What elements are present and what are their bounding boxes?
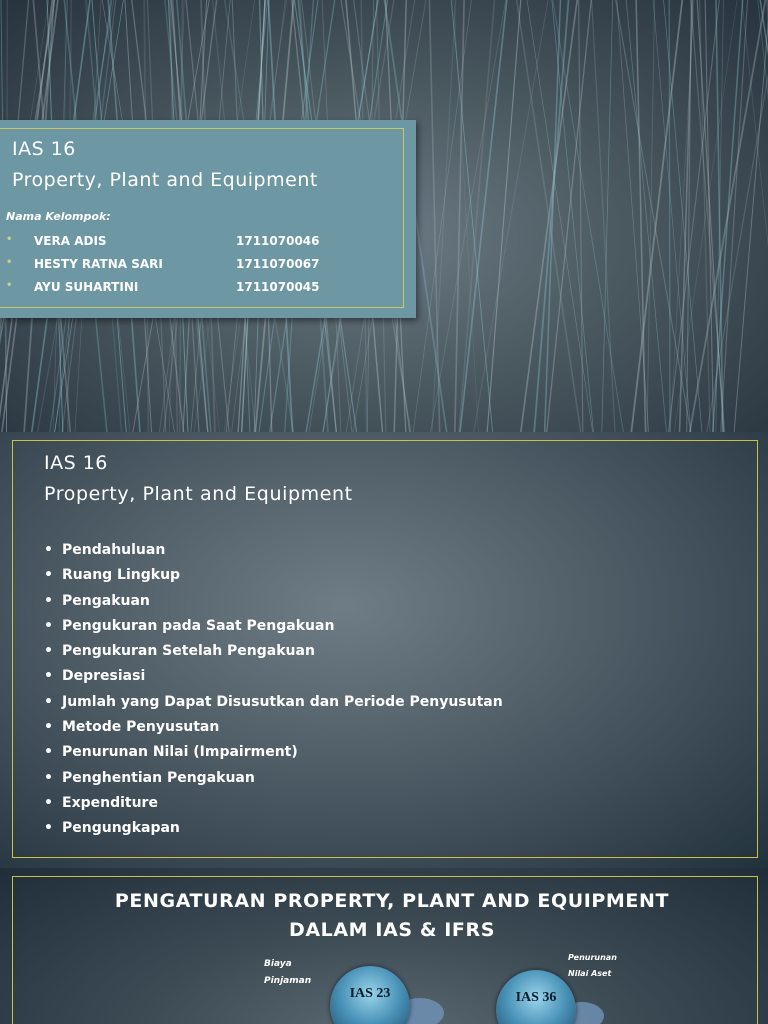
background-line [579, 0, 583, 432]
list-item: • Pendahuluan [44, 539, 503, 564]
list-item: • Pengukuran pada Saat Pengakuan [44, 615, 503, 640]
slide-regulation [0, 868, 768, 1024]
note-line: Penurunan [568, 953, 617, 962]
list-item: • Pengakuan [44, 590, 503, 615]
background-line [636, 0, 646, 432]
member-row [0, 234, 400, 254]
list-item: • Penurunan Nilai (Impairment) [44, 741, 503, 766]
background-line [669, 0, 670, 432]
slide-outline [0, 432, 768, 868]
background-line [526, 0, 595, 432]
list-item: • Depresiasi [44, 665, 503, 690]
member-id: 1711070067 [236, 257, 320, 271]
slide1-title-line1: IAS 16 [12, 138, 76, 160]
bullet-icon: • [6, 234, 13, 245]
note-line: Pinjaman [264, 976, 312, 986]
slide2-title-line1: IAS 16 [44, 452, 108, 474]
background-line [705, 0, 714, 432]
member-row [0, 280, 400, 300]
ias36-label: IAS 36 [515, 990, 557, 1005]
member-id: 1711070046 [236, 234, 320, 248]
note-borrowing-costs [264, 956, 311, 990]
list-item: • Jumlah yang Dapat Disusutkan dan Periode Penyusutan [44, 691, 503, 716]
background-line [551, 0, 625, 432]
list-item: • Ruang Lingkup [44, 564, 503, 589]
background-line [458, 0, 495, 432]
bullet-icon: • [6, 257, 13, 268]
slide-title [0, 0, 768, 432]
background-line [515, 0, 582, 432]
list-item: • Pengukuran Setelah Pengakuan [44, 640, 503, 665]
ias23-label: IAS 23 [349, 986, 391, 1001]
list-item: • Penghentian Pengakuan [44, 767, 503, 792]
list-item: • Pengungkapan [44, 817, 503, 842]
background-line [486, 0, 521, 432]
background-line [429, 0, 508, 432]
slide3-heading-line1: PENGATURAN PROPERTY, PLANT AND EQUIPMENT [114, 890, 670, 912]
group-label: Nama Kelompok: [6, 210, 111, 223]
background-line [705, 0, 768, 432]
member-id: 1711070045 [236, 280, 320, 294]
list-item: • Metode Penyusutan [44, 716, 503, 741]
slide1-title-line2: Property, Plant and Equipment [12, 169, 318, 191]
background-line [429, 0, 440, 432]
note-line: Biaya [264, 959, 292, 969]
member-name: HESTY RATNA SARI [34, 257, 163, 271]
background-line [757, 0, 768, 432]
note-impairment [568, 950, 617, 982]
background-line [533, 0, 569, 432]
note-line: Nilai Aset [568, 969, 612, 978]
bullet-icon: • [6, 280, 13, 291]
background-line [759, 0, 768, 432]
list-item: • Expenditure [44, 792, 503, 817]
member-name: VERA ADIS [34, 234, 107, 248]
member-name: AYU SUHARTINI [34, 280, 139, 294]
member-row [0, 257, 400, 277]
outline-list [44, 539, 503, 843]
slide2-title-line2: Property, Plant and Equipment [44, 483, 353, 505]
background-line [625, 0, 667, 432]
slide3-heading-line2: DALAM IAS & IFRS [288, 919, 496, 941]
